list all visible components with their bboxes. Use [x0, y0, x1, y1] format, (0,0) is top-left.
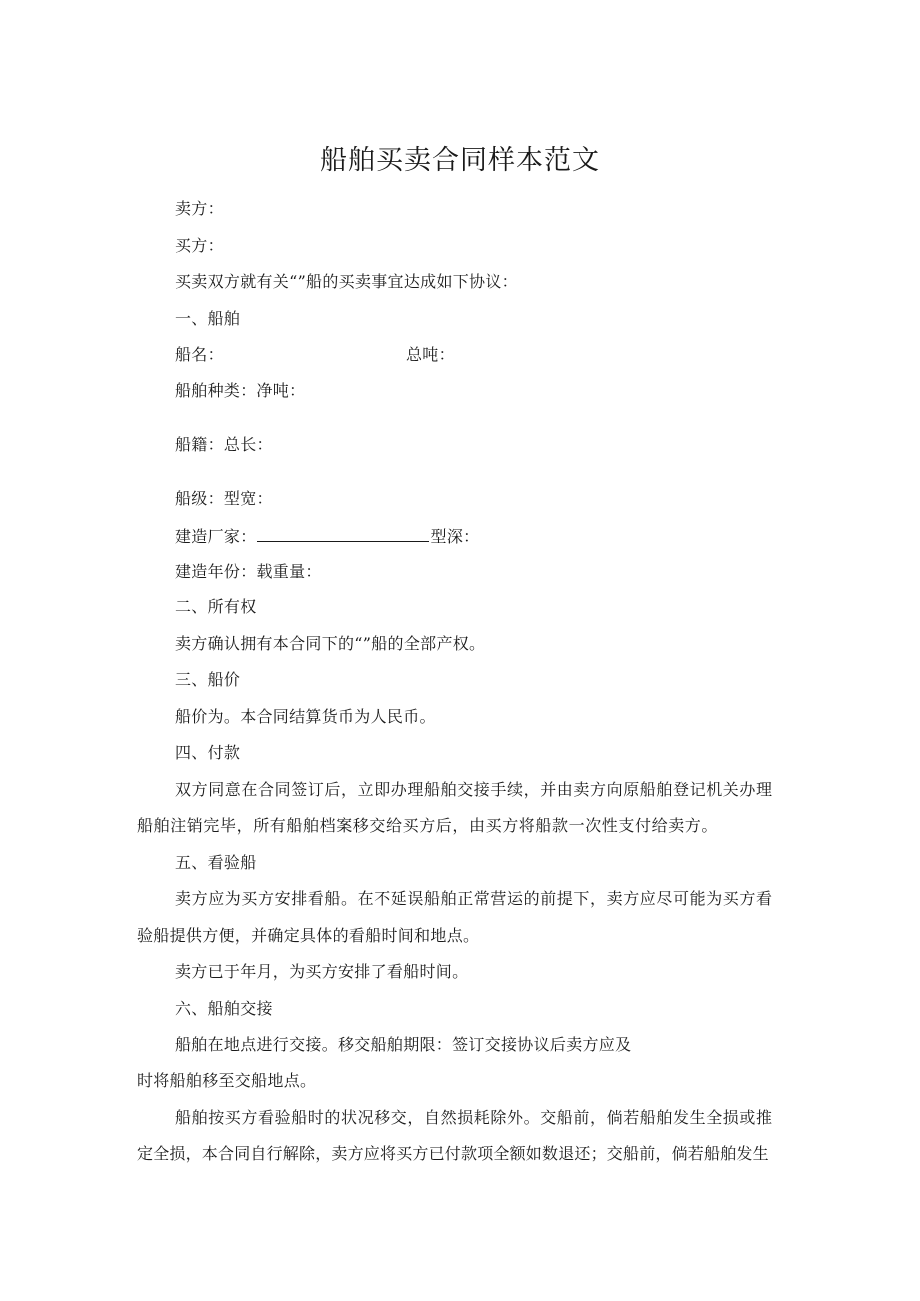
section4-line2: 船舶注销完毕，所有船舶档案移交给买方后，由买方将船款一次性支付给卖方。 [137, 816, 719, 835]
gross-tonnage-label: 总吨： [406, 345, 455, 364]
class-label: 船级：型宽： [175, 489, 273, 508]
section1-heading: 一、船舶 [175, 309, 241, 328]
section3-heading: 三、船价 [175, 670, 241, 689]
section2-heading: 二、所有权 [175, 597, 257, 616]
builder-label: 建造厂家： [175, 527, 257, 546]
section5-line2: 验船提供方便，并确定具体的看船时间和地点。 [137, 926, 480, 945]
section4-heading: 四、付款 [175, 743, 241, 762]
builder-row [175, 526, 479, 547]
section6-line4: 定全损，本合同自行解除，卖方应将买方已付款项全额如数退还；交船前，倘若船舶发生 [137, 1144, 769, 1163]
section6-line1: 船舶在地点进行交接。移交船舶期限：签订交接协议后卖方应及 [175, 1035, 632, 1054]
section5-line3: 卖方已于年月，为买方安排了看船时间。 [175, 962, 469, 981]
seller-label: 卖方： [175, 199, 224, 218]
intro-text: 买卖双方就有关“”船的买卖事宜达成如下协议： [175, 272, 518, 291]
ship-name-label: 船名： [175, 345, 224, 364]
section3-body: 船价为。本合同结算货币为人民币。 [175, 707, 436, 726]
section2-body: 卖方确认拥有本合同下的“”船的全部产权。 [175, 634, 486, 653]
section5-line1: 卖方应为买方安排看船。在不延误船舶正常营运的前提下，卖方应尽可能为买方看 [175, 889, 773, 908]
nationality-label: 船籍：总长： [175, 435, 273, 454]
depth-label: 型深： [430, 527, 480, 546]
document-title: 船舶买卖合同样本范文 [320, 145, 600, 176]
build-year-label: 建造年份：载重量： [175, 562, 322, 581]
ship-type-label: 船舶种类：净吨： [175, 381, 306, 400]
section6-heading: 六、船舶交接 [175, 999, 273, 1018]
section5-heading: 五、看验船 [175, 853, 257, 872]
section6-line2: 时将船舶移至交船地点。 [137, 1071, 317, 1090]
section6-line3: 船舶按买方看验船时的状况移交，自然损耗除外。交船前，倘若船舶发生全损或推 [175, 1108, 773, 1127]
section4-line1: 双方同意在合同签订后，立即办理船舶交接手续，并由卖方向原船舶登记机关办理 [175, 780, 773, 799]
builder-underline [257, 526, 429, 542]
buyer-label: 买方： [175, 236, 224, 255]
